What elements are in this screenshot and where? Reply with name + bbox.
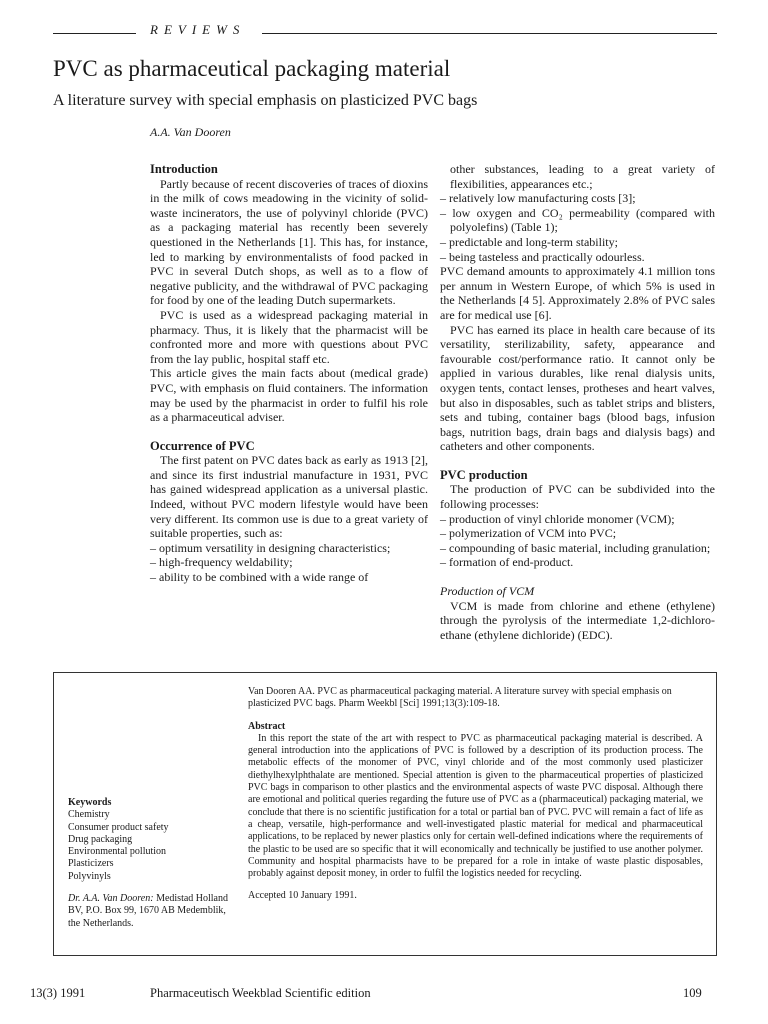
intro-paragraph-3: This article gives the main facts about (medical grade) PVC, with emphasis on fluid containers. The information may be used by the pharmacist in order to fulfil his role as a pharmaceutical adviser. [150,366,428,425]
production-heading: PVC production [440,467,528,482]
keyword-item: Chemistry [68,809,110,821]
list-item: – production of vinyl chloride monomer (VCM); [440,512,715,527]
vcm-subheading: Production of VCM [440,584,535,599]
author-name: A.A. Van Dooren [150,125,231,139]
list-item: – predictable and long-term stability; [440,235,715,250]
health-care-paragraph: PVC has earned its place in health care because of its versatility, sterilizability, safety, appearance and favourable cost/performance ratio. It cannot only be applied in various durables, like renal dialysis units, oxygen tents, contact lenses, protheses and heart valves, but also in disposables, such as tablet strips and blisters, sets and tubing, container bags (blood bags, infusion bags, nutrition bags, drain bags and dialysis bags) and catheters and other components. [440,322,715,454]
list-item: – formation of end-product. [440,555,715,570]
vcm-paragraph: VCM is made from chlorine and ethene (ethylene) through the pyrolysis of the intermediate 1,2-dichloro-ethane (ethylene dichloride) (EDC). [440,598,715,642]
section-label: REVIEWS [150,22,246,37]
keywords-heading: Keywords [68,797,112,808]
production-paragraph: The production of PVC can be subdivided into the following processes: [440,482,715,512]
demand-paragraph: PVC demand amounts to approximately 4.1 million tons per annum in Western Europe, of which 5% is used in the Netherlands [4 5]. Approximately 2.8% of PVC sales are for medical use [6]. [440,264,715,322]
intro-paragraph-2: PVC is used as a widespread packaging material in pharmacy. Thus, it is likely that the pharmacist will be confronted more and more with questions about PVC from the lay public, hospital staff etc. [150,307,428,366]
left-column [150,162,428,585]
properties-list [150,541,428,585]
affiliation-name: Dr. A.A. Van Dooren: [68,893,154,905]
list-item: – optimum versatility in designing characteristics; [150,541,428,556]
right-column [440,162,715,642]
occurrence-heading: Occurrence of PVC [150,438,255,453]
keyword-item: Consumer product safety [68,821,169,833]
occurrence-paragraph: The first patent on PVC dates back as early as 1913 [2], and since its first industrial manufacture in 1931, PVC has gained widespread application as a universal plastic. Indeed, without PVC modern lifestyle would have been very different. Its common use is due to a great variety of suitable properties, such as: [150,453,428,541]
keyword-item: Plasticizers [68,858,114,870]
keywords-panel [68,797,233,930]
list-item: – ability to be combined with a wide range of [150,570,428,585]
list-item: – low oxygen and CO₂ permeability (compared with polyolefins) (Table 1); [440,206,715,235]
article-title: PVC as pharmaceutical packaging material [53,56,451,81]
author-affiliation [68,893,233,930]
footer-journal: Pharmaceutisch Weekblad Scientific edition [150,986,371,1000]
properties-list-continued [440,191,715,264]
keyword-item: Polyvinyls [68,870,111,882]
footer-page-number: 109 [683,986,702,1000]
keyword-item: Environmental pollution [68,846,167,858]
citation-text: Van Dooren AA. PVC as pharmaceutical packaging material. A literature survey with special emphasis on plasticized PVC bags. Pharm Weekbl [Sci] 1991;13(3):109-18. [248,686,672,710]
affiliation-address: Medistad Holland BV, P.O. Box 99, 1670 AB Medemblik, the Netherlands. [68,893,228,929]
list-item: – polymerization of VCM into PVC; [440,526,715,541]
abstract-heading: Abstract [248,720,286,732]
list-item: – high-frequency weldability; [150,555,428,570]
citation-panel [248,686,703,903]
list-item: – relatively low manufacturing costs [3]; [440,191,715,206]
header-rule-right [262,33,717,34]
production-list [440,512,715,570]
footer-issue: 13(3) 1991 [30,986,86,1000]
header-rule-left [53,33,136,34]
article-subtitle: A literature survey with special emphasis on plasticized PVC bags [53,92,478,109]
list-item: – compounding of basic material, including granulation; [440,541,715,556]
accepted-date: Accepted 10 January 1991. [248,890,357,902]
intro-paragraph-1: Partly because of recent discoveries of traces of dioxins in the milk of cows meadowing in the vicinity of solid-waste incinerators, the use of polyvinyl chloride (PVC) as a packaging material has recently been severely questioned in the Netherlands [1]. This has, for instance, led to marking by environmentalists of food packed in PVC in several Dutch shops, as well as to a flow of negative publicity, and the withdrawal of PVC packaging for food by one of the leading Dutch supermarkets. [150,176,428,308]
list-item: – being tasteless and practically odourless. [440,250,715,265]
abstract-text: In this report the state of the art with respect to PVC as pharmaceutical packaging material is described. A general introduction into the applications of PVC is followed by a description of its production process. The metabolic effects of the monomer of PVC, vinyl chloride and of the most commonly used plasticizer diethylhexylphthalate are mentioned. Special attention is given to the pharmaceutical properties of plasticized PVC bags in comparison to other plastics and the environmental aspects of waste PVC disposal. Although there are emotional and political queries regarding the future use of PVC as a (pharmaceutical) packaging material, we conclude that there is no scientific justification for a total or partial ban of PVC. PVC will remain a fact of life as a cheap, versatile, high-performance and well-investigated plastic material for medical and pharmaceutical applications, to be replaced by newer plastics only for certain well-defined indications where the requirements of the plastic to be used are so specific that it will economically and technically be justified to use another polymer. Community and hospital pharmacists have to be prepared for a role in intake of waste plastic disposables, probably against deposit money, in order to fulfil the logistics needed for recycling. [248,732,703,880]
keyword-item: Drug packaging [68,833,133,845]
introduction-heading: Introduction [150,162,218,176]
continued-text: other substances, leading to a great variety of flexibilities, appearances etc.; [450,162,715,191]
